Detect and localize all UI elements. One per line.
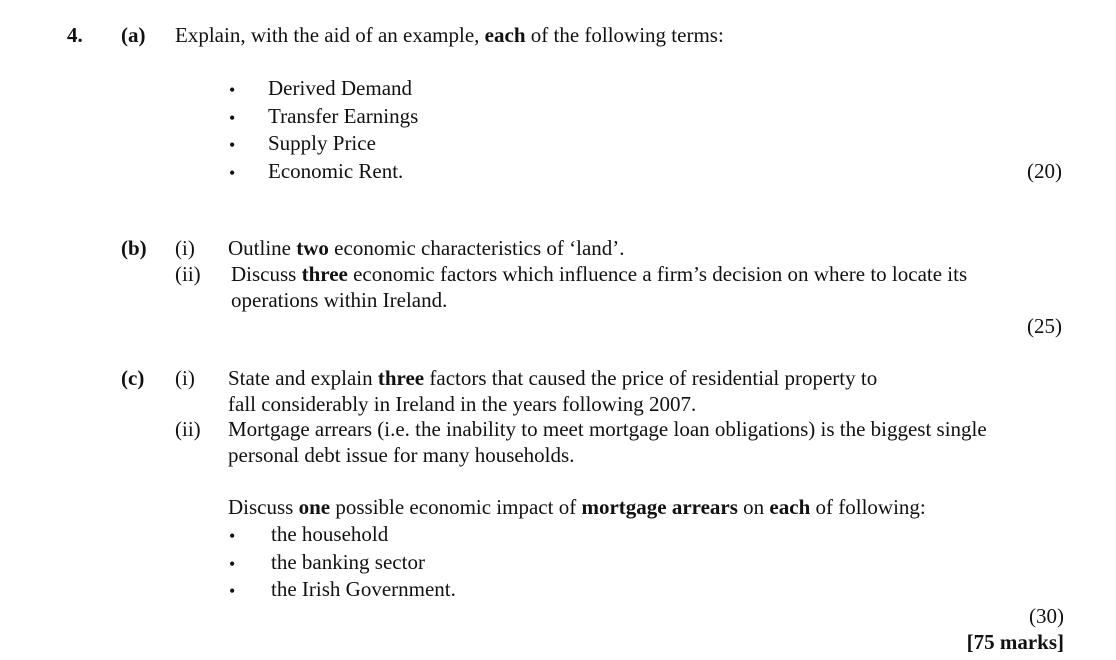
- question-number: 4.: [67, 23, 83, 47]
- part-b-i-bold: two: [296, 236, 329, 260]
- part-b-i-label: (i): [175, 236, 195, 260]
- part-c-marks: (30): [1029, 604, 1064, 628]
- discuss-pre: Discuss: [228, 495, 299, 519]
- part-b-i-pre: Outline: [228, 236, 297, 260]
- part-b-label: (b): [121, 236, 147, 260]
- part-a-intro-bold: each: [484, 23, 526, 47]
- part-b-marks: (25): [1027, 314, 1062, 338]
- term-item: Supply Price: [268, 131, 376, 155]
- bullet-icon: •: [229, 163, 236, 183]
- discuss-mid: possible economic impact of: [330, 495, 582, 519]
- part-a-intro-pre: Explain, with the aid of an example,: [175, 23, 485, 47]
- part-c-ii-line2: personal debt issue for many households.: [228, 443, 575, 467]
- term-item: Transfer Earnings: [268, 104, 419, 128]
- part-a-intro-post: of the following terms:: [525, 23, 724, 47]
- discuss-mid2: on: [737, 495, 770, 519]
- bullet-icon: •: [229, 581, 236, 601]
- part-b-ii-pre: Discuss: [231, 262, 302, 286]
- part-c-i-label: (i): [175, 366, 195, 390]
- part-b-ii-bold: three: [301, 262, 348, 286]
- part-a-label: (a): [121, 23, 146, 47]
- part-b-i-post: economic characteristics of ‘land’.: [328, 236, 625, 260]
- bullet-icon: •: [229, 108, 236, 128]
- part-c-i-pre: State and explain: [228, 366, 378, 390]
- part-a-intro: [175, 22, 724, 48]
- impact-item: the banking sector: [271, 550, 425, 574]
- impact-item: the household: [271, 522, 389, 546]
- discuss-bold-mortgage-arrears: mortgage arrears: [581, 495, 738, 519]
- part-c-label: (c): [121, 366, 145, 390]
- part-c-discuss: [228, 494, 926, 520]
- part-c-ii-label: (ii): [175, 417, 201, 441]
- discuss-bold-one: one: [298, 495, 331, 519]
- part-c-i-post: factors that caused the price of residential property to: [424, 366, 878, 390]
- bullet-icon: •: [229, 554, 236, 574]
- part-c-ii-line1: Mortgage arrears (i.e. the inability to meet mortgage loan obligations) is the biggest single: [228, 417, 987, 441]
- term-item: Derived Demand: [268, 76, 413, 100]
- part-c-i-bold: three: [377, 366, 425, 390]
- total-marks: [75 marks]: [966, 630, 1064, 654]
- part-b-ii-post: economic factors which influence a firm’s decision on where to locate its: [347, 262, 968, 286]
- bullet-icon: •: [229, 135, 236, 155]
- part-a-marks: (20): [1027, 159, 1062, 183]
- part-c-i-text: [228, 365, 877, 391]
- impact-item: the Irish Government.: [271, 577, 456, 601]
- part-b-i-text: [228, 235, 625, 261]
- bullet-icon: •: [229, 80, 236, 100]
- part-b-ii-label: (ii): [175, 262, 201, 286]
- part-c-i-line2: fall considerably in Ireland in the years following 2007.: [228, 392, 697, 416]
- part-b-ii-line2: operations within Ireland.: [231, 288, 448, 312]
- part-b-ii-text: [231, 261, 967, 287]
- discuss-post: of following:: [810, 495, 926, 519]
- term-item: Economic Rent.: [268, 159, 404, 183]
- discuss-bold-each: each: [769, 495, 811, 519]
- bullet-icon: •: [229, 526, 236, 546]
